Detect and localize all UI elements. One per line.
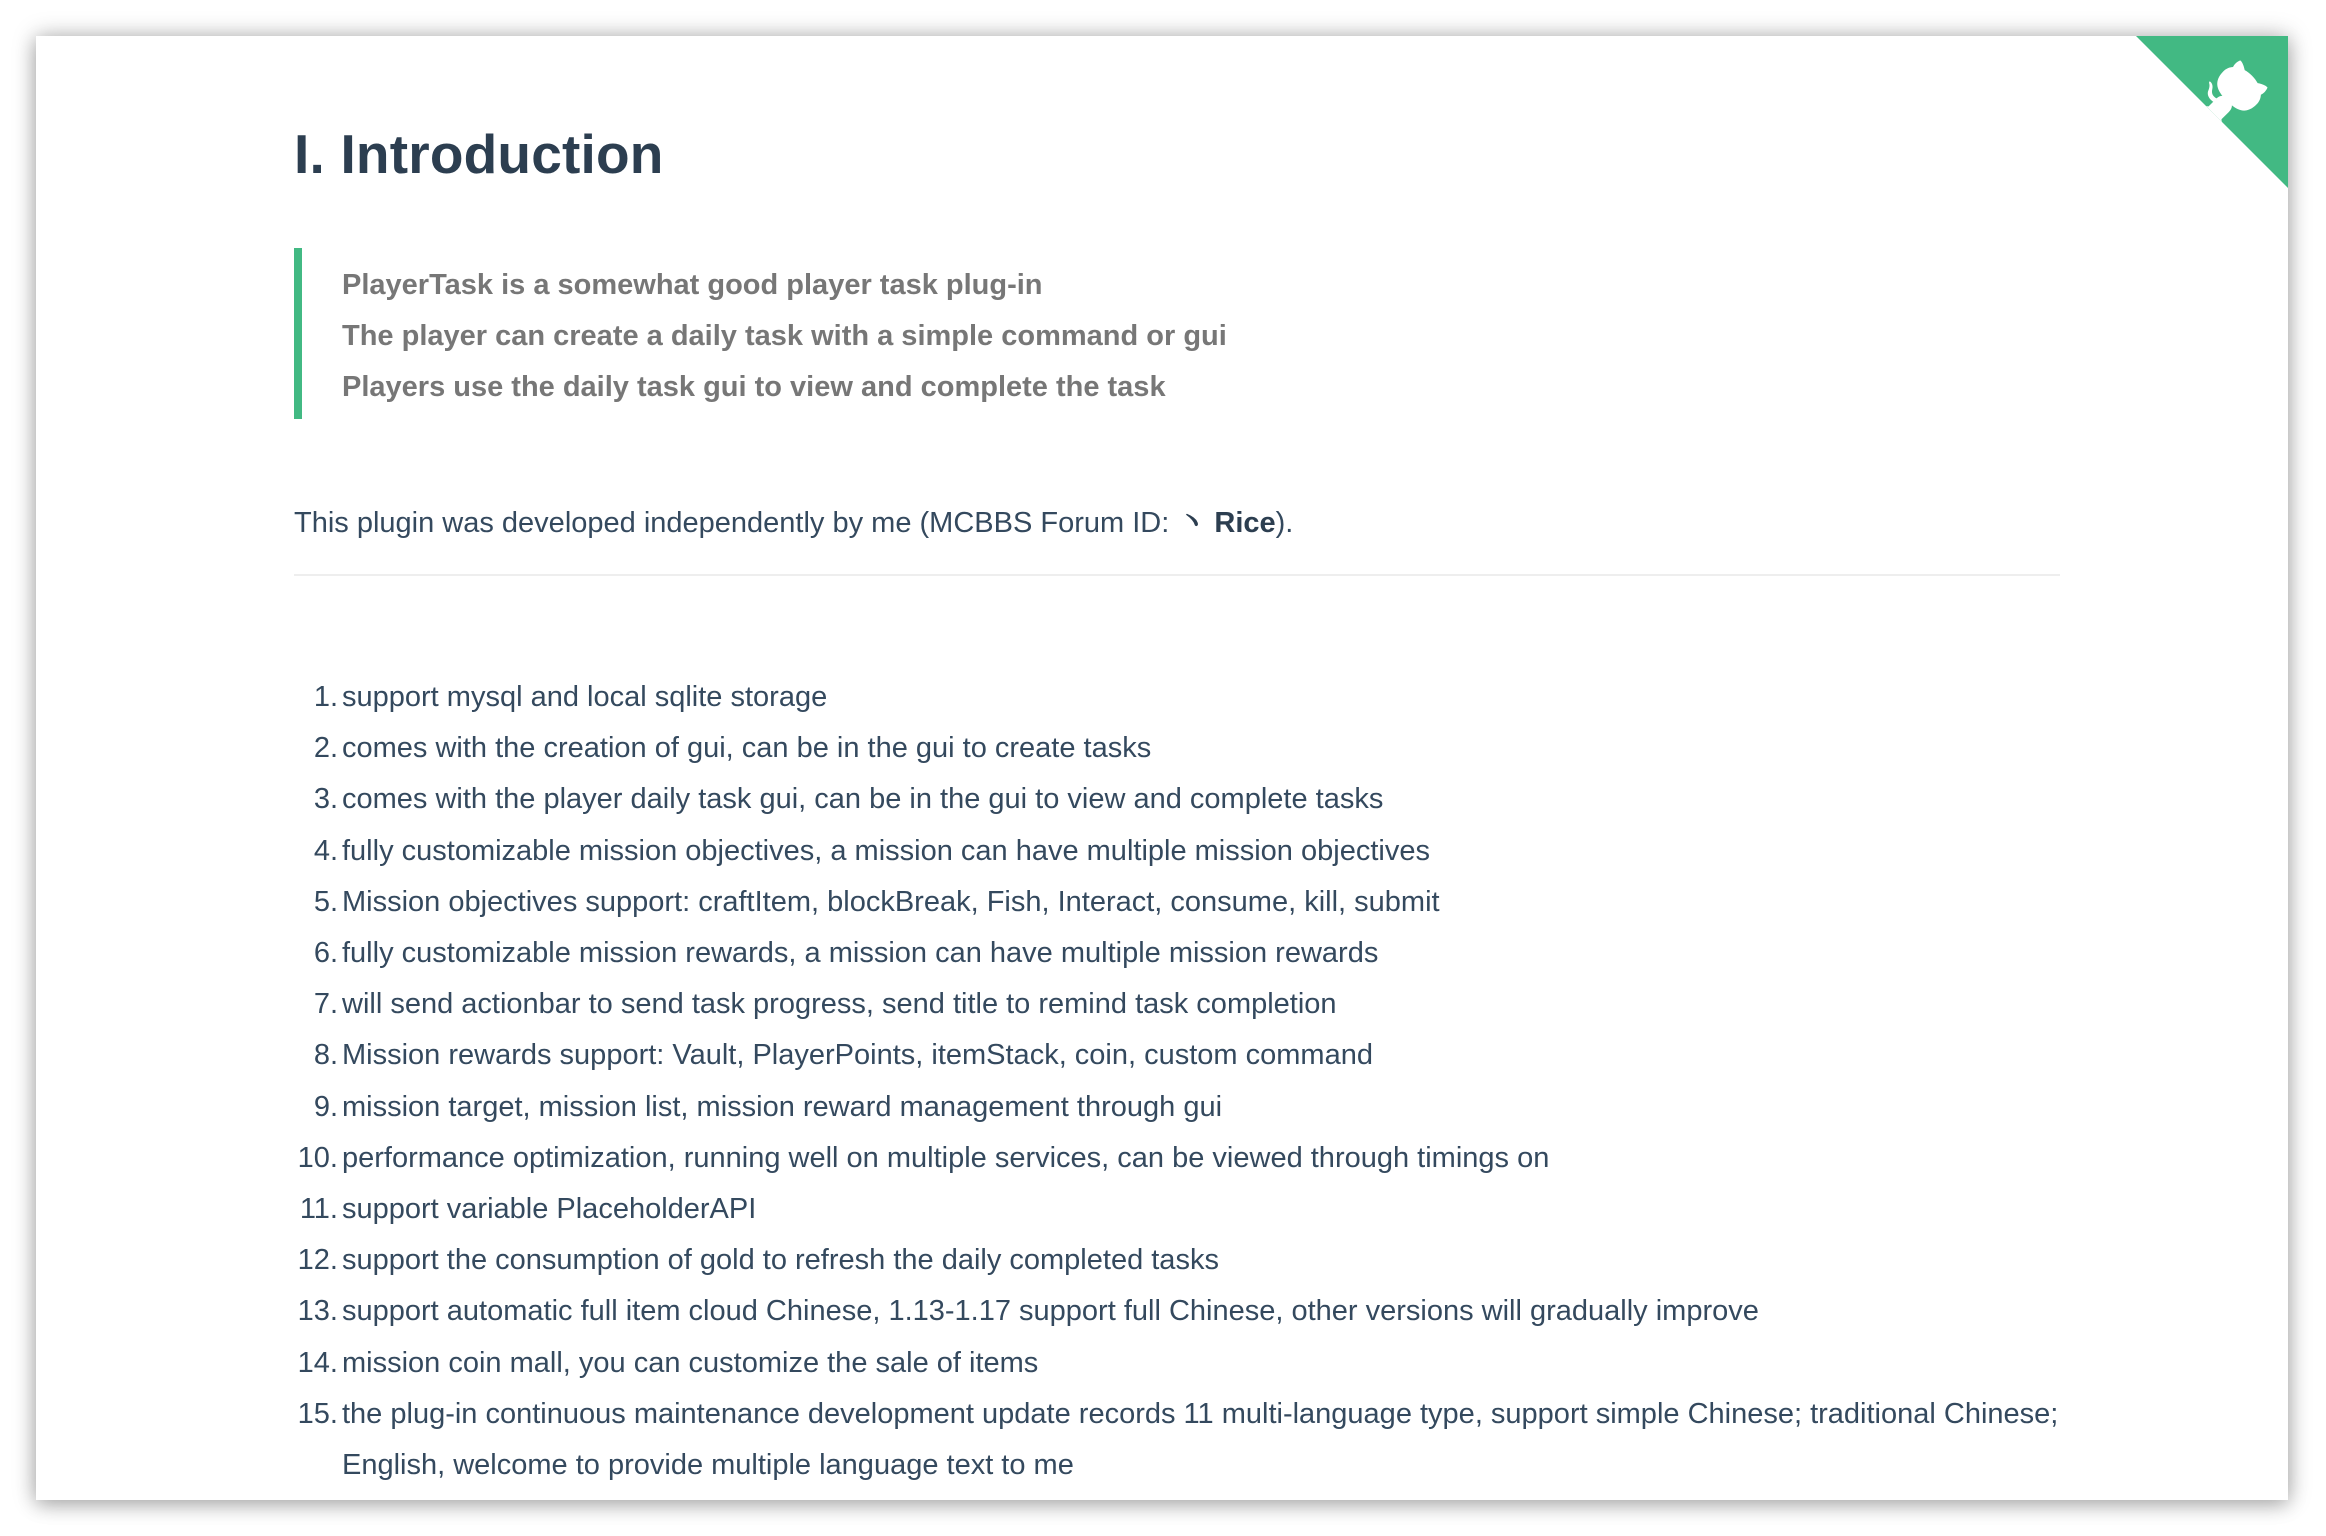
list-item-number: 2. [313,732,338,765]
forum-id: 丶 Rice [1177,507,1276,539]
document-window [36,36,2288,1500]
list-item-number: 12. [297,1244,338,1277]
github-octocat-icon [2136,36,2288,188]
list-item-number: 13. [297,1295,338,1328]
list-item [294,1235,2060,1286]
list-item-number: 10. [297,1141,338,1174]
intro-blockquote [294,248,1994,419]
list-item-text: support mysql and local sqlite storage [342,681,828,713]
developer-note-prefix: This plugin was developed independently by me (MCBBS Forum ID: [294,507,1178,539]
list-item [294,1184,2060,1235]
list-item-number: 6. [313,937,338,970]
list-item [294,877,2060,928]
list-item [294,672,2060,723]
list-item-text: fully customizable mission rewards, a mission can have multiple mission rewards [342,937,1379,970]
list-item-text: fully customizable mission objectives, a mission can have multiple mission objectives [342,834,1430,867]
list-item-text: support the consumption of gold to refresh the daily completed tasks [342,1244,1219,1277]
blockquote-line: The player can create a daily task with a simple command or gui [342,320,1227,352]
github-corner-link[interactable] [2136,36,2288,188]
list-item-number: 9. [313,1090,338,1123]
list-item [294,1286,2060,1337]
list-item-number: 8. [313,1039,338,1072]
list-item-text: comes with the player daily task gui, can be in the gui to view and complete tasks [342,783,1384,816]
list-item [294,774,2060,825]
list-item-text: Mission rewards support: Vault, PlayerPoints, itemStack, coin, custom command [342,1039,1373,1072]
list-item-text: comes with the creation of gui, can be in the gui to create tasks [342,732,1152,765]
feature-list [294,672,2060,1491]
list-item-number: 14. [297,1346,338,1379]
list-item [294,1133,2060,1184]
list-item-number: 3. [313,783,338,816]
list-item [294,826,2060,877]
blockquote-line: Players use the daily task gui to view and complete the task [342,371,1166,403]
list-item [294,1338,2060,1389]
list-item [294,1389,2060,1491]
list-item-number: 7. [313,988,338,1021]
section-divider [294,574,2060,576]
list-item-number: 1. [313,681,338,713]
list-item-text: support variable PlaceholderAPI [342,1193,757,1226]
list-item-text: Mission objectives support: craftItem, blockBreak, Fish, Interact, consume, kill, submit [342,885,1440,918]
list-item [294,979,2060,1030]
list-item [294,928,2060,979]
list-item-text: mission coin mall, you can customize the sale of items [342,1346,1039,1379]
list-item-number: 11. [299,1193,338,1226]
list-item-number: 4. [313,834,338,867]
page-title: I. Introduction [294,123,664,185]
list-item [294,723,2060,774]
list-item-text: the plug-in continuous maintenance development update records 11 multi-language type, support simple Chinese; traditional Chinese; English, welcome to provide multiple language text to me [342,1397,2059,1482]
list-item-text: performance optimization, running well on multiple services, can be viewed through timings on [342,1141,1550,1174]
blockquote-line: PlayerTask is a somewhat good player task plug-in [342,269,1043,301]
list-item-text: support automatic full item cloud Chinese, 1.13-1.17 support full Chinese, other versions will gradually improve [342,1295,1759,1328]
developer-note [294,498,1293,548]
list-item-text: mission target, mission list, mission reward management through gui [342,1090,1223,1123]
list-item-number: 15. [297,1397,338,1430]
list-item [294,1082,2060,1133]
list-item-text: will send actionbar to send task progress, send title to remind task completion [342,988,1337,1021]
developer-note-suffix: ). [1275,507,1294,539]
list-item [294,1030,2060,1081]
list-item-number: 5. [313,885,338,918]
